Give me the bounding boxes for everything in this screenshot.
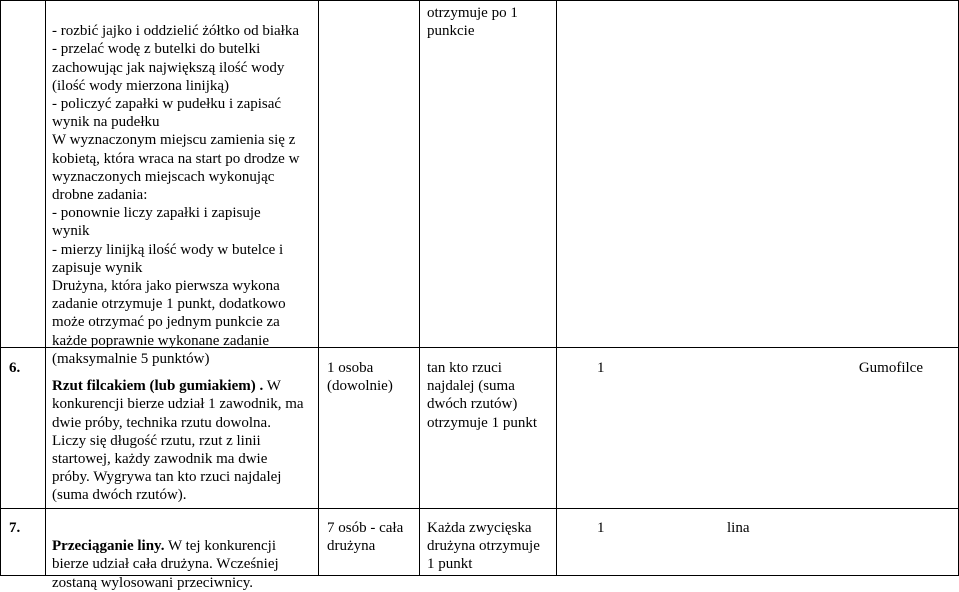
column-divider xyxy=(45,0,46,576)
row-divider xyxy=(0,508,959,509)
item-name: lina xyxy=(727,520,750,536)
quantity: 1 xyxy=(597,520,605,536)
task-title: Rzut filcakiem (lub gumiakiem) . xyxy=(52,378,264,395)
task-description xyxy=(52,4,316,368)
row-number: 7. xyxy=(9,520,21,536)
column-divider xyxy=(419,0,420,576)
task-text: W konkurencji bierze udział 1 zawodnik, ma dwie próby, technika rzutu dowolna. Liczy się długość rzutu, rzut z linii startowej, każdy zawodnik ma dwie próby. Wygrywa tan kto rzuci najdalej (suma dwóch rzutów). xyxy=(52,378,304,504)
quantity: 1 xyxy=(597,360,605,376)
item-name: Gumofilce xyxy=(858,360,923,376)
row-number: 6. xyxy=(9,360,21,376)
participants: 7 osób - cała drużyna xyxy=(327,520,404,555)
task-text: - rozbić jajko i oddzielić żółtko od białka - przelać wodę z butelki do butelki zachowując jak największą ilość wody (ilość wody mierzona linijką) - policzyć zapałki w pudełku i zapisać wynik na pudełku W wyznaczonym miejscu zamienia się z kobietą, która wraca na start po drodze w wyznaczonych miejscach wykonując drobne zadania: - ponownie liczy zapałki i zapisuje wynik - mierzy linijką ilość wody w butelce i zapisuje wynik Drużyna, która jako pierwsza wykona zadanie otrzymuje 1 punkt, dodatkowo może otrzymać po jednym punkcie za każde poprawnie wykonane zadanie (maksymalnie 5 punktów) xyxy=(52,23,300,367)
column-divider xyxy=(318,0,319,576)
table-border-left xyxy=(0,0,1,576)
row-divider xyxy=(0,0,959,1)
participants: 1 osoba (dowolnie) xyxy=(327,360,393,395)
task-title: Przeciąganie liny. xyxy=(52,538,165,555)
scoring: tan kto rzuci najdalej (suma dwóch rzutów) otrzymuje 1 punkt xyxy=(427,360,537,431)
column-divider xyxy=(556,0,557,576)
task-description xyxy=(52,359,316,505)
task-description xyxy=(52,519,316,592)
scoring: Każda zwycięska drużyna otrzymuje 1 punkt xyxy=(427,520,540,573)
task-text: W tej konkurencji bierze udział cała drużyna. Wcześniej zostaną wylosowani przeciwnicy. xyxy=(52,538,279,591)
scoring: otrzymuje po 1 punkcie xyxy=(427,5,518,40)
